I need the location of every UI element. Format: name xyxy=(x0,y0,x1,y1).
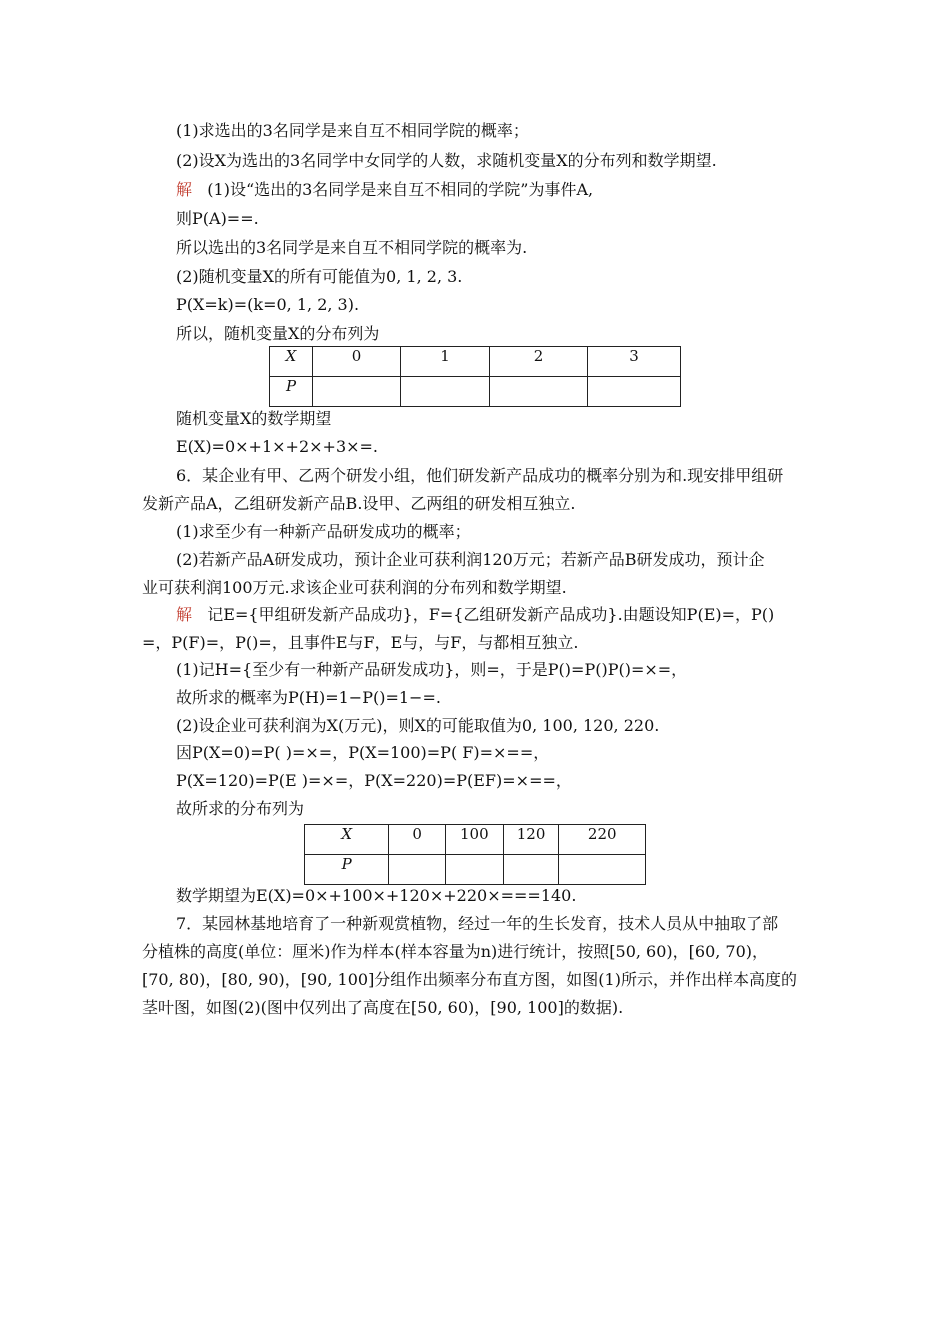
table-cell xyxy=(313,377,401,407)
table-cell xyxy=(588,377,681,407)
table-row xyxy=(270,347,681,377)
table-cell: 0 xyxy=(389,825,446,855)
table-cell: 3 xyxy=(588,347,681,377)
problem-line: 茎叶图，如图(2)(图中仅列出了高度在[50, 60)，[90, 100]的数据). xyxy=(142,998,624,1017)
problem-line: [70, 80)，[80, 90)，[90, 100]分组作出频率分布直方图，如图(1)所示，并作出样本高度的 xyxy=(142,970,797,989)
table-row xyxy=(270,377,681,407)
problem-line: 发新产品A，乙组研发新产品B.设甲、乙两组的研发相互独立. xyxy=(142,494,576,513)
problem-line: 6．某企业有甲、乙两个研发小组，他们研发新产品成功的概率分别为和.现安排甲组研 xyxy=(176,466,784,485)
table-cell xyxy=(490,377,588,407)
table-cell xyxy=(559,855,646,885)
problem-line: 分植株的高度(单位：厘米)作为样本(样本容量为n)进行统计，按照[50, 60)，[60, 70)， xyxy=(142,942,769,961)
table-cell: P xyxy=(305,855,389,885)
problem-line: 7．某园林基地培育了一种新观赏植物，经过一年的生长发育，技术人员从中抽取了部 xyxy=(176,914,779,933)
solution-line: 所以选出的3名同学是来自互不相同学院的概率为. xyxy=(176,238,528,257)
solution-line: E(X)=0×+1×+2×+3×=. xyxy=(176,437,379,456)
solution-line: 故所求的概率为P(H)=1−P()=1−=. xyxy=(176,688,441,707)
table-cell: 120 xyxy=(503,825,559,855)
solution-line xyxy=(176,605,774,625)
distribution-table xyxy=(269,346,681,407)
table-cell: 100 xyxy=(445,825,503,855)
table-cell xyxy=(503,855,559,885)
solution-line xyxy=(176,180,593,200)
distribution-table xyxy=(304,824,646,885)
table-row xyxy=(305,855,646,885)
question-line: (1)求至少有一种新产品研发成功的概率； xyxy=(176,522,471,541)
question-line: (2)若新产品A研发成功，预计企业可获利润120万元；若新产品B研发成功，预计企 xyxy=(176,550,765,569)
solution-line: 则P(A)==. xyxy=(176,209,259,228)
solution-line: 因P(X=0)=P( )=×=，P(X=100)=P( F)=×==， xyxy=(176,743,550,762)
solution-text: 记E={甲组研发新产品成功}，F={乙组研发新产品成功}.由题设知P(E)=，P() xyxy=(207,605,775,624)
solution-label: 解 xyxy=(176,180,193,199)
table-cell: 220 xyxy=(559,825,646,855)
table-cell xyxy=(445,855,503,885)
question-line: 业可获利润100万元.求该企业可获利润的分布列和数学期望. xyxy=(142,578,567,597)
table-cell xyxy=(401,377,490,407)
table-cell: X xyxy=(305,825,389,855)
table-cell: 2 xyxy=(490,347,588,377)
solution-line: =，P(F)=，P()=，且事件E与F，E与，与F，与都相互独立. xyxy=(142,633,579,652)
table-cell: 1 xyxy=(401,347,490,377)
solution-line: 故所求的分布列为 xyxy=(176,799,305,818)
solution-line: P(X=120)=P(E )=×=，P(X=220)=P(EF)=×==， xyxy=(176,771,572,790)
solution-label: 解 xyxy=(176,605,193,624)
table-cell: 0 xyxy=(313,347,401,377)
solution-line: P(X=k)=(k=0, 1, 2, 3). xyxy=(176,295,360,314)
question-line: (1)求选出的3名同学是来自互不相同学院的概率； xyxy=(176,121,529,140)
table-row xyxy=(305,825,646,855)
solution-line: 所以，随机变量X的分布列为 xyxy=(176,324,380,343)
question-line: (2)设X为选出的3名同学中女同学的人数，求随机变量X的分布列和数学期望. xyxy=(176,151,717,170)
solution-line: (2)随机变量X的所有可能值为0, 1, 2, 3. xyxy=(176,267,463,286)
solution-line: 随机变量X的数学期望 xyxy=(176,409,332,428)
table-cell xyxy=(389,855,446,885)
solution-line: (2)设企业可获利润为X(万元)，则X的可能取值为0, 100, 120, 220. xyxy=(176,716,660,735)
solution-line: 数学期望为E(X)=0×+100×+120×+220×===140. xyxy=(176,886,577,905)
solution-line: (1)记H={至少有一种新产品研发成功}，则=，于是P()=P()P()=×=， xyxy=(176,660,688,679)
table-cell: X xyxy=(270,347,313,377)
solution-text: (1)设“选出的3名同学是来自互不相同的学院”为事件A, xyxy=(207,180,594,199)
table-cell: P xyxy=(270,377,313,407)
